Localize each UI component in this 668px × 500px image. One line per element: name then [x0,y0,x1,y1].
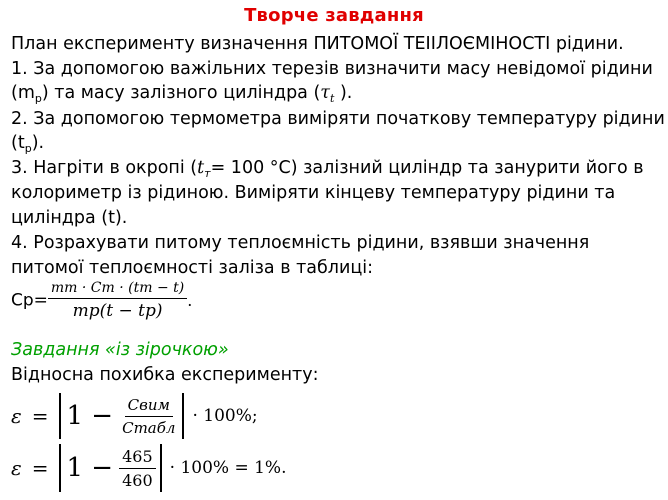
step-2-line-2: $(t_р)$. [11,133,45,155]
task-title: Творче завдання [244,5,424,26]
step-3-line-1: 3. Нагріти в окропі ($t_т= 100$ °С) залізний циліндр та занурити його в [11,158,644,180]
equals-sign: = [31,404,49,428]
epsilon-symbol: ε [11,456,22,480]
star-task-heading: Завдання «із зірочкою» [11,340,229,360]
abs-bar-left [59,393,61,439]
step-3-line-3: циліндра (t). [11,208,128,228]
abs-bar-right [182,393,184,439]
formula-lhs: Ср= [11,290,48,311]
step-4-line-1: 4. Розрахувати питому теплоємність рідини, взявши значення [11,233,590,253]
step-1-line-1: 1. За допомогою важільних терезів визначити масу невідомої рідини [11,59,653,79]
percent-tail: · 100%; [192,406,258,426]
step-3-line-2: колориметр із рідиною. Виміряти кінцеву температуру рідини та [11,183,616,203]
formula-denominator: mр(t − tр) [72,301,163,321]
ratio-fraction [119,396,178,437]
step-1-line-2: $(m_р)$ та масу залізного циліндра ($\tau_t$ ). [11,83,353,105]
error-label: Відносна похибка експерименту: [11,365,319,385]
table-value: Стабл [122,418,176,437]
relative-error-formula [11,392,258,440]
step-2-line-1: 2. За допомогою термометра виміряти початкову температуру рідини [11,109,665,129]
relative-error-result [11,443,286,493]
percent-result: · 100% = 1%. [169,458,287,478]
table-number: 460 [122,470,153,490]
one-minus: 1 − [66,401,114,431]
intro-text: План експерименту визначення ПИТОМОЇ ТЕІІЛОЄМІНОСТІ рідини. [11,34,624,54]
epsilon-symbol: ε [11,404,22,428]
step-4-line-2: питомої теплоємності заліза в таблиці: [11,258,374,278]
formula-fraction [48,280,187,321]
equals-sign: = [31,456,49,480]
measured-value: Свим [125,396,173,417]
measured-number: 465 [119,447,156,469]
formula-numerator: mт · Cт · (tт − t) [48,280,187,299]
ratio-fraction [119,447,156,490]
abs-bar-left [59,444,61,492]
abs-bar-right [160,444,162,492]
formula-end: . [187,291,193,310]
heat-capacity-formula [11,280,192,321]
one-minus: 1 − [66,453,114,483]
